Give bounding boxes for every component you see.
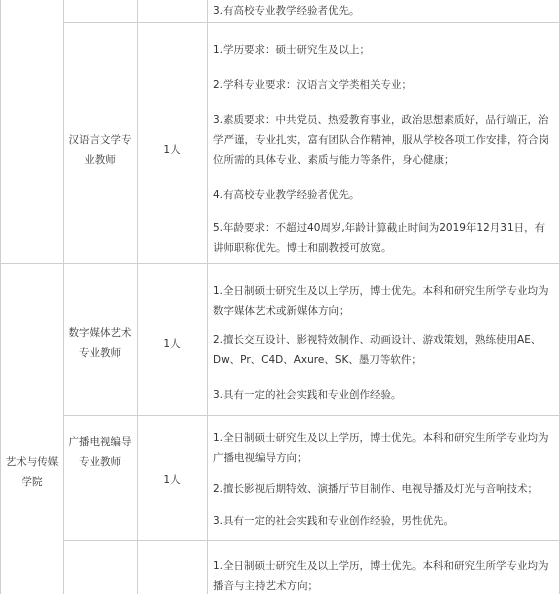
requirement-item: 3.具有一定的社会实践和专业创作经验。 <box>213 389 402 401</box>
row-divider <box>63 415 560 416</box>
requirement-item: 2.擅长影视后期特效、演播厅节目制作、电视导播及灯光与音响技术； <box>213 483 539 495</box>
row-divider <box>0 263 560 264</box>
count-cell: 1人 <box>163 474 181 486</box>
requirement-item: 3.素质要求：中共党员、热爱教育事业，政治思想素质好，品行端正，治学严谨，专业扎实，富有团队合作精神，服从学校各项工作安排，符合岗位所需的具体专业、素质与能力等条件，身心健康； <box>213 114 549 166</box>
requirement-item: 4.有高校专业教学经验者优先。 <box>213 189 360 201</box>
requirement-item: 5.年龄要求：不超过40周岁,年龄计算截止时间为2019年12月31日，有讲师职称优先。博士和副教授可放宽。 <box>213 222 546 254</box>
row-divider <box>63 540 560 541</box>
requirement-item: 1.全日制硕士研究生及以上学历，博士优先。本科和研究生所学专业均为数字媒体艺术或新媒体方向； <box>213 285 549 317</box>
requirement-item: 2.学科专业要求：汉语言文学类相关专业； <box>213 79 413 91</box>
count-cell: 1人 <box>163 144 181 156</box>
requirement-item: 1.全日制硕士研究生及以上学历，博士优先。本科和研究生所学专业均为播音与主持艺术方向； <box>213 560 549 592</box>
count-cell: 1人 <box>163 338 181 350</box>
requirement-item: 3.具有一定的社会实践和专业创作经验，男性优先。 <box>213 515 455 527</box>
row-divider <box>63 22 560 23</box>
requirement-item: 1.学历要求：硕士研究生及以上； <box>213 44 371 56</box>
requirement-item: 3.有高校专业教学经验者优先。 <box>213 5 360 17</box>
position-cell: 汉语言文学专业教师 <box>68 134 132 166</box>
department-cell: 艺术与传媒学院 <box>5 456 59 488</box>
position-cell: 广播电视编导专业教师 <box>68 436 132 468</box>
position-cell: 数字媒体艺术专业教师 <box>68 327 132 359</box>
column-divider-position <box>137 0 138 594</box>
column-divider-count <box>207 0 208 594</box>
column-divider-department <box>63 0 64 594</box>
table-border-left <box>0 0 1 594</box>
requirement-item: 2.擅长交互设计、影视特效制作、动画设计、游戏策划，熟练使用AE、Dw、Pr、C4D、Axure、SK、墨刀等软件； <box>213 334 542 366</box>
requirement-item: 1.全日制硕士研究生及以上学历，博士优先。本科和研究生所学专业均为广播电视编导方向； <box>213 432 549 464</box>
